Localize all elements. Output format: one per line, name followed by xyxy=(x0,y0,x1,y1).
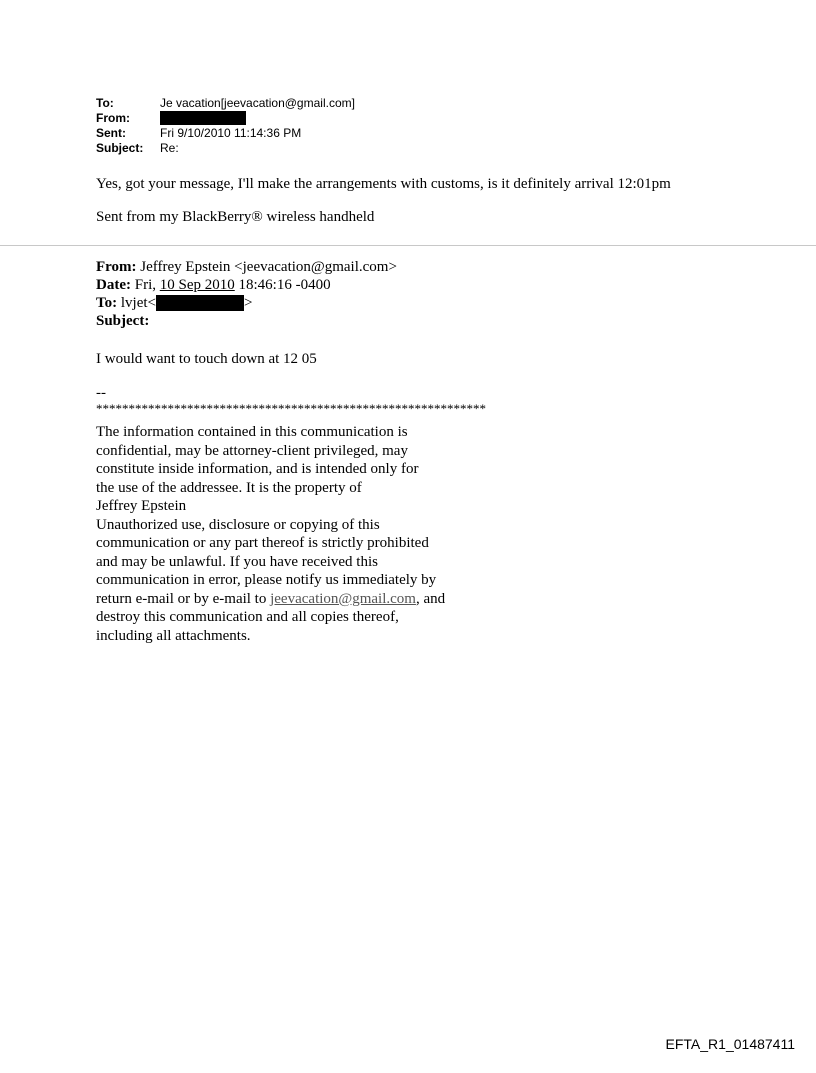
email-signature: Sent from my BlackBerry® wireless handheld xyxy=(96,209,375,225)
original-subject-row xyxy=(96,312,397,330)
email-link[interactable]: jeevacation@gmail.com xyxy=(270,590,416,607)
reply-header xyxy=(96,96,355,156)
sent-value: Fri 9/10/2010 11:14:36 PM xyxy=(160,126,302,140)
notice-line: Unauthorized use, disclosure or copying of this xyxy=(96,516,380,533)
notice-line: the use of the addressee. It is the property of xyxy=(96,479,362,496)
to-label: To: xyxy=(96,96,114,110)
redaction-block xyxy=(156,295,244,311)
to-value: Je vacation[jeevacation@gmail.com] xyxy=(160,96,355,110)
original-from-value: Jeffrey Epstein <jeevacation@gmail.com> xyxy=(140,259,397,275)
notice-line: and may be unlawful. If you have received this xyxy=(96,553,378,570)
reply-sent-row xyxy=(96,126,355,141)
original-to-row xyxy=(96,294,397,312)
subject-label: Subject: xyxy=(96,141,144,155)
notice-line: constitute inside information, and is intended only for xyxy=(96,461,419,477)
reply-subject-row xyxy=(96,141,355,156)
original-header xyxy=(96,258,397,330)
redaction-block xyxy=(160,111,246,125)
notice-line: confidential, may be attorney-client privileged, may xyxy=(96,442,408,459)
notice-line: communication or any part thereof is strictly prohibited xyxy=(96,535,429,551)
original-subject-label: Subject: xyxy=(96,313,150,329)
return-prefix: return e-mail or by e-mail to xyxy=(96,590,271,607)
notice-line-with-link xyxy=(96,590,445,609)
document-id: EFTA_R1_01487411 xyxy=(665,1036,795,1052)
sent-label: Sent: xyxy=(96,126,126,140)
notice-line: communication in error, please notify us immediately by xyxy=(96,572,437,588)
original-to-suffix: > xyxy=(244,295,253,311)
original-date-underlined: 10 Sep 2010 xyxy=(159,277,235,293)
confidentiality-notice xyxy=(96,423,445,645)
notice-line: destroy this communication and all copies thereof, xyxy=(96,609,399,625)
original-date-row xyxy=(96,276,397,294)
reply-to-row xyxy=(96,96,355,111)
notice-line: including all attachments. xyxy=(96,627,251,644)
original-date-label: Date: xyxy=(96,277,131,293)
return-suffix: , and xyxy=(415,590,446,607)
reply-message-body: Yes, got your message, I'll make the arrangements with customs, is it definitely arrival 12:01pm xyxy=(96,176,671,192)
message-divider xyxy=(0,245,816,246)
from-label: From: xyxy=(96,111,130,125)
separator-stars: ************************************************************ xyxy=(96,401,486,416)
original-to-prefix: lvjet< xyxy=(120,295,156,311)
reply-from-row xyxy=(96,111,355,126)
original-from-label: From: xyxy=(96,259,137,275)
notice-line: The information contained in this communication is xyxy=(96,424,408,440)
original-message-body: I would want to touch down at 12 05 xyxy=(96,351,317,367)
original-from-row xyxy=(96,258,397,276)
original-date-suffix: 18:46:16 -0400 xyxy=(238,277,331,293)
subject-value: Re: xyxy=(160,141,179,155)
original-to-label: To: xyxy=(96,295,118,311)
separator-dashes: -- xyxy=(96,385,106,401)
original-date-prefix: Fri, xyxy=(134,277,156,293)
notice-line: Jeffrey Epstein xyxy=(96,498,187,514)
